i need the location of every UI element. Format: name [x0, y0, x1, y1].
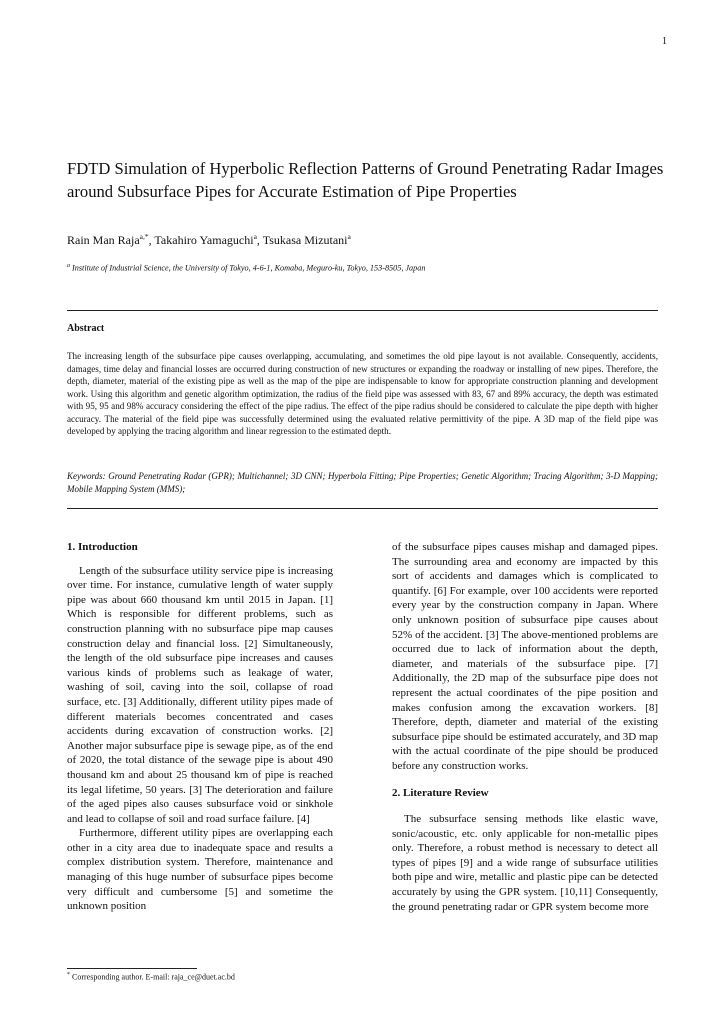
abstract-text: The increasing length of the subsurface pipe causes overlapping, accumulating, and sometimes the old pipe layout is not available. Consequently, accidents, damages, time delay and financial losses are occurred during construction of new structures or expanding the roadway or installing of new pipes. Therefore, the depth, diameter, material of the existing pipe as well as the map of the pipe are indispensable to know for appropriate construction planning and development work. Using this algorithm and genetic algorithm optimization, the radius of the field pipe was assessed with 83, 67 and 89% accuracy, the depth was estimated with 95, 95 and 98% accuracy considering the effect of the pipe radius. The effect of the pipe radius should be considered to calculate the pipe depth with higher accuracy. The material of the field pipe was successfully determined using the evaluated relative permittivity of the pipe. A 3D map of the field pipe was developed by applying the tracing algorithm and linear regression to the estimated depth.	[67, 351, 658, 436]
top-divider	[67, 310, 658, 311]
keywords-label: Keywords:	[67, 471, 106, 481]
right-column	[392, 540, 658, 914]
affiliation-mark: a	[67, 263, 70, 269]
paragraph: Furthermore, different utility pipes are overlapping each other in a city area due to inadequate space and results a complex distribution system. Therefore, maintenance and managing of this huge number of subsurface pipes become very difficult and cumbersome [5] and sometime the unknown position	[67, 827, 333, 913]
section-heading: 1. Introduction	[67, 541, 138, 553]
paragraph: The subsurface sensing methods like elastic wave, sonic/acoustic, etc. only applicable for non-metallic pipes only. Therefore, a robust method is necessary to detect all types of pipes [9] and a wide range of subsurface utilities both pipe and wire, metallic and plastic pipe can be detected accurately by using the GPR system. [10,11] Consequently, the ground penetrating radar or GPR system become more	[392, 813, 658, 913]
paragraph: of the subsurface pipes causes mishap and damaged pipes. The surrounding area and economy are impacted by this sort of accidents and damages which is complicated to quantify. [6] For example, over 100 accidents were reported every year by the construction company in Japan. Where only unknown position of subsurface pipe causes about 52% of the accident. [3] The above-mentioned problems are occurred due to lack of information about the depth, diameter, and materials of the subsurface pipe. [7] Additionally, the 2D map of the subsurface pipe does not represent the actual coordinates of the pipe position and makes confusion among the excavation workers. [8] Therefore, depth, diameter and material of the existing subsurface pipe should be estimated accurately, and 3D map with the actual coordinate of the pipe should be produced before any construction works.	[392, 541, 658, 772]
bottom-divider	[67, 508, 658, 509]
author-affil-mark: a	[347, 232, 351, 241]
left-column	[67, 540, 333, 914]
author-name: Tsukasa Mizutani	[262, 233, 348, 247]
abstract-heading: Abstract	[67, 323, 105, 334]
author-affil-mark: a	[253, 232, 257, 241]
author-affil-mark: a,*	[139, 232, 149, 241]
author-list: Rain Man Raja$^{a,*}$, Takahiro Yamaguchi$^a$, Tsukasa Mizutani$^a$	[67, 232, 351, 247]
keywords-list: Ground Penetrating Radar (GPR); Multichannel; 3D CNN; Hyperbola Fitting; Pipe Properties; Genetic Algorithm; Tracing Algorithm; 3-D Mapping; Mobile Mapping System (MMS);	[67, 471, 658, 494]
footnote-divider	[67, 968, 197, 969]
author-name: Takahiro Yamaguchi	[154, 233, 254, 247]
footnote-mark: *	[67, 972, 70, 978]
paper-title: FDTD Simulation of Hyperbolic Reflection Patterns of Ground Penetrating Radar Images around Subsurface Pipes for Accurate Estimation of Pipe Properties	[67, 159, 664, 201]
footnote-text: Corresponding author. E-mail: raja_ce@duet.ac.bd	[72, 972, 235, 982]
paragraph: Length of the subsurface utility service pipe is increasing over time. For instance, cumulative length of water supply pipe was about 660 thousand km until 2015 in Japan. [1] Which is responsible for different problems, such as construction planning with no subsurface pipe map causes construction delay and financial loss. [2] Simultaneously, the length of the old subsurface pipe increases and causes various kinds of problems such as leakage of water, washing of soil, caving into the soil, collapse of road surface, etc. [3] Additionally, different utility pipes made of different materials becomes concentrated and cases accidents during excavation of construction works. [2] Another major subsurface pipe is sewage pipe, as of the end of 2020, the total distance of the sewage pipe is about 490 thousand km and about 25 thousand km of pipe is reached its legal lifetime, 50 years. [3] The deterioration and failure of the aged pipes also causes subsurface void or sinkhole and lead to collapse of soil and road surface failure. [4]	[67, 564, 333, 825]
section-heading: 2. Literature Review	[392, 786, 489, 799]
affiliation-text: Institute of Industrial Science, the University of Tokyo, 4-6-1, Komaba, Meguro-ku, Tokyo, 153-8505, Japan	[72, 263, 426, 273]
page-number: 1	[662, 36, 667, 47]
keywords	[67, 470, 658, 495]
affiliation	[67, 263, 425, 273]
footnote	[67, 972, 235, 982]
author-name: Rain Man Raja	[67, 233, 140, 247]
